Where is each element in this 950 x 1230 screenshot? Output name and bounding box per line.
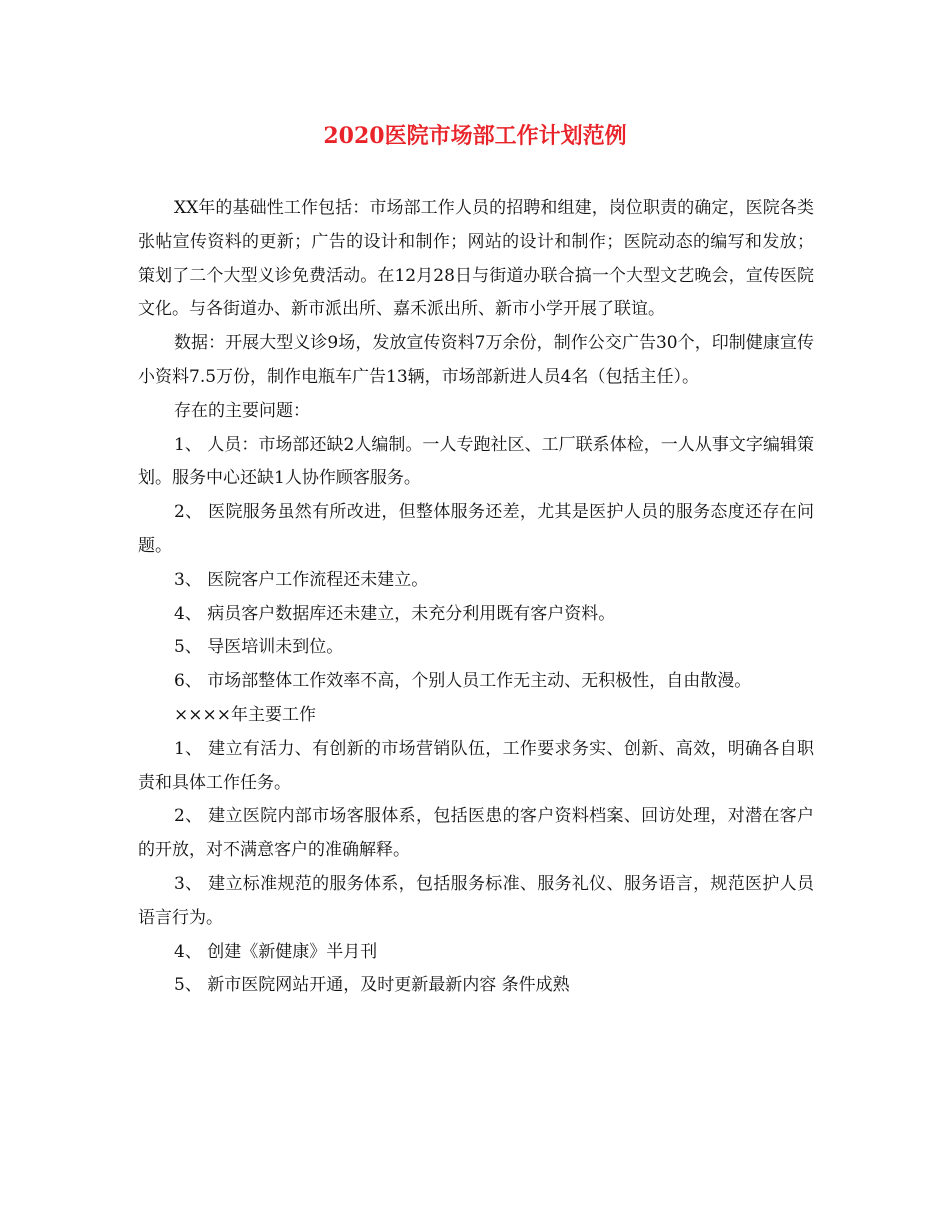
work-item-1: 1、 建立有活力、有创新的市场营销队伍，工作要求务实、创新、高效，明确各自职责和具体工作任务。 xyxy=(138,738,814,793)
problem-item-1: 1、 人员：市场部还缺2人编制。一人专跑社区、工厂联系体检，一人从事文字编辑策划。服务中心还缺1人协作顾客服务。 xyxy=(138,434,814,489)
problem-item-6: 6、 市场部整体工作效率不高，个别人员工作无主动、无积极性，自由散漫。 xyxy=(174,671,752,692)
work-item-2: 2、 建立医院内部市场客服体系，包括医患的客户资料档案、回访处理，对潜在客户的开放，对不满意客户的准确解释。 xyxy=(138,806,814,861)
paragraph-basic-work: XX年的基础性工作包括：市场部工作人员的招聘和组建，岗位职责的确定，医院各类张帖宣传资料的更新；广告的设计和制作；网站的设计和制作；医院动态的编写和发放；策划了二个大型义诊免费活动。在12月28日与街道办联合搞一个大型文艺晚会，宣传医院文化。与各街道办、新市派出所、嘉禾派出所、新市小学开展了联谊。 xyxy=(138,198,814,320)
work-item-4: 4、 创建《新健康》半月刊 xyxy=(174,941,378,962)
work-item-3: 3、 建立标准规范的服务体系，包括服务标准、服务礼仪、服务语言，规范医护人员语言行为。 xyxy=(138,873,814,928)
heading-main-work: ××××年主要工作 xyxy=(174,704,316,725)
problem-item-5: 5、 导医培训未到位。 xyxy=(174,637,344,658)
problem-item-2: 2、 医院服务虽然有所改进，但整体服务还差，尤其是医护人员的服务态度还存在问题。 xyxy=(138,502,814,556)
work-item-5: 5、 新市医院网站开通，及时更新最新内容 条件成熟 xyxy=(174,975,570,996)
problem-item-4: 4、 病员客户数据库还未建立，未充分利用既有客户资料。 xyxy=(174,603,616,624)
problem-item-3: 3、 医院客户工作流程还未建立。 xyxy=(174,569,429,590)
heading-main-problems: 存在的主要问题： xyxy=(174,400,310,421)
paragraph-data: 数据：开展大型义诊9场，发放宣传资料7万余份，制作公交广告30个，印制健康宣传小资料7.5万份，制作电瓶车广告13辆，市场部新进人员4名（包括主任）。 xyxy=(138,333,814,387)
document-title: 2020医院市场部工作计划范例 xyxy=(323,123,627,149)
document-body xyxy=(138,192,814,1003)
